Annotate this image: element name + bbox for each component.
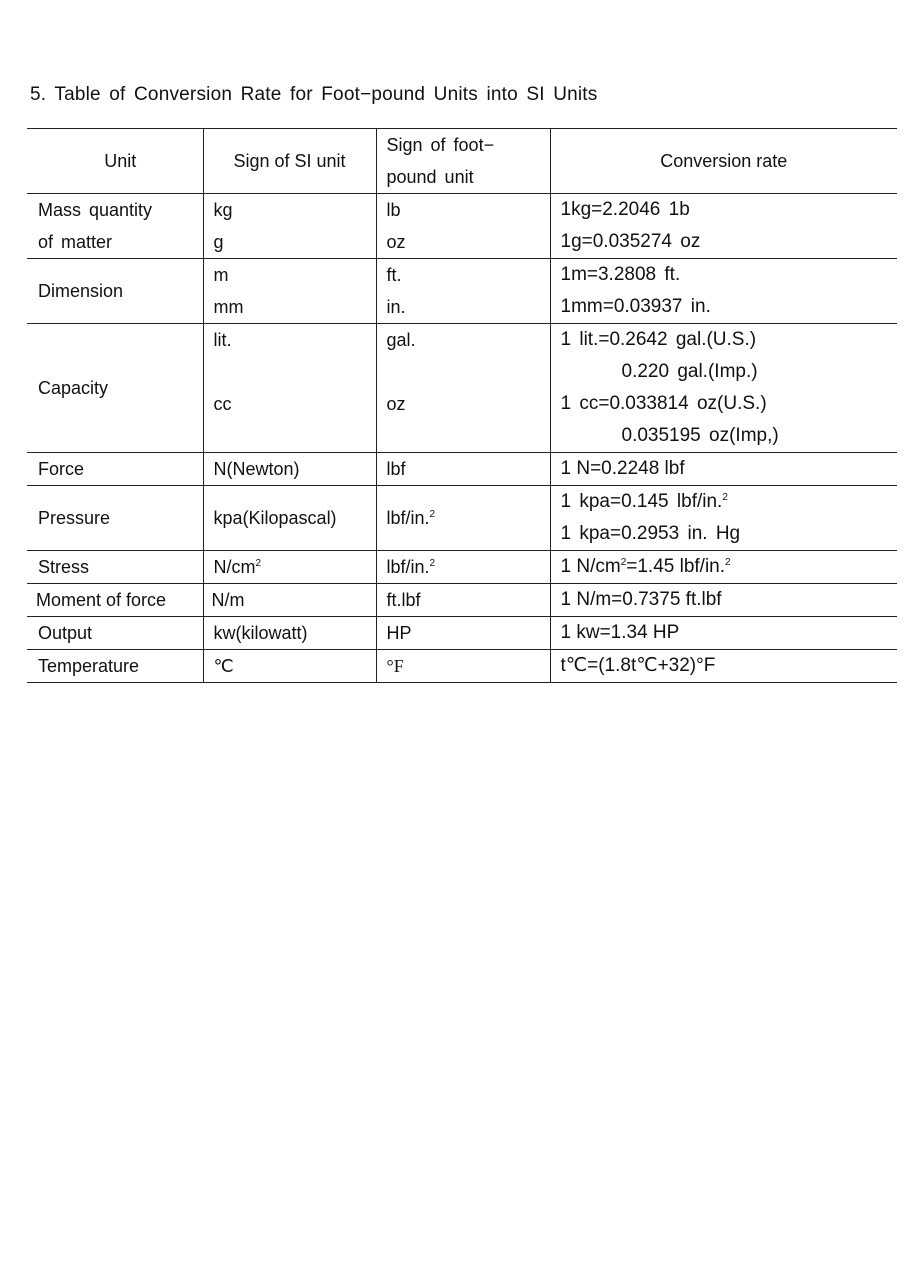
rate-text: 1 N/cm bbox=[560, 556, 621, 577]
cell-rate: t℃=(1.8t℃+32)°F bbox=[550, 650, 897, 683]
table-row-stress bbox=[27, 551, 897, 584]
cell-rate bbox=[550, 194, 897, 259]
si-line: kg bbox=[213, 200, 233, 220]
superscript: 2 bbox=[620, 557, 627, 568]
fp-line: in. bbox=[386, 297, 406, 317]
fp-line: oz bbox=[386, 394, 406, 414]
superscript: 2 bbox=[429, 558, 436, 569]
rate-line: 1 lit.=0.2642 gal.(U.S.) bbox=[560, 329, 757, 350]
spacer bbox=[387, 420, 550, 452]
cell-si: kpa(Kilopascal) bbox=[203, 486, 376, 551]
header-si-sign: Sign of SI unit bbox=[203, 129, 376, 194]
header-fp-line2: pound unit bbox=[386, 167, 474, 187]
spacer bbox=[214, 356, 376, 388]
cell-rate: 1 kw=1.34 HP bbox=[550, 617, 897, 650]
cell-fp: lbf bbox=[376, 453, 550, 486]
cell-fp bbox=[376, 486, 550, 551]
si-line: cc bbox=[213, 394, 232, 414]
cell-rate: 1 N/m=0.7375 ft.lbf bbox=[550, 584, 897, 617]
si-line: m bbox=[213, 265, 229, 285]
cell-rate bbox=[550, 551, 897, 584]
cell-fp bbox=[376, 259, 550, 324]
rate-line: 1kg=2.2046 1b bbox=[560, 199, 690, 220]
rate-line: 1g=0.035274 oz bbox=[560, 231, 701, 252]
table-row-capacity bbox=[27, 324, 897, 453]
cell-rate bbox=[550, 324, 897, 453]
header-fp-line1: Sign of foot− bbox=[386, 135, 495, 155]
table-row-mass bbox=[27, 194, 897, 259]
unit-line: of matter bbox=[38, 232, 113, 252]
fp-text: lbf/in. bbox=[386, 508, 430, 528]
cell-si: ℃ bbox=[203, 650, 376, 683]
unit-line: Mass quantity bbox=[38, 200, 153, 220]
cell-unit: Dimension bbox=[27, 259, 203, 324]
header-conversion-rate: Conversion rate bbox=[550, 129, 897, 194]
rate-text: =1.45 lbf/in. bbox=[626, 556, 726, 577]
cell-rate bbox=[550, 486, 897, 551]
table-row-temperature bbox=[27, 650, 897, 683]
superscript: 2 bbox=[255, 558, 262, 569]
page-title: 5. Table of Conversion Rate for Foot−pound Units into SI Units bbox=[30, 84, 598, 105]
si-line: mm bbox=[213, 297, 244, 317]
rate-line: 0.220 gal.(Imp.) bbox=[621, 361, 758, 382]
cell-fp bbox=[376, 551, 550, 584]
superscript: 2 bbox=[429, 509, 436, 520]
si-line: lit. bbox=[213, 330, 232, 350]
cell-unit: Temperature bbox=[27, 650, 203, 683]
table-row-pressure bbox=[27, 486, 897, 551]
cell-unit: Pressure bbox=[27, 486, 203, 551]
cell-si bbox=[203, 324, 376, 453]
cell-si: N/m bbox=[203, 584, 376, 617]
cell-si: kw(kilowatt) bbox=[203, 617, 376, 650]
spacer bbox=[387, 356, 550, 388]
cell-unit: Stress bbox=[27, 551, 203, 584]
header-unit: Unit bbox=[27, 129, 203, 194]
conversion-table bbox=[27, 128, 897, 683]
cell-si bbox=[203, 551, 376, 584]
cell-fp: ft.lbf bbox=[376, 584, 550, 617]
rate-line: 1mm=0.03937 in. bbox=[560, 296, 711, 317]
fp-text: lbf/in. bbox=[386, 557, 430, 577]
cell-rate: 1 N=0.2248 lbf bbox=[550, 453, 897, 486]
fp-line: gal. bbox=[386, 330, 416, 350]
rate-line: 1 cc=0.033814 oz(U.S.) bbox=[560, 393, 767, 414]
cell-rate bbox=[550, 259, 897, 324]
cell-fp bbox=[376, 324, 550, 453]
rate-line bbox=[561, 486, 898, 518]
cell-si: N(Newton) bbox=[203, 453, 376, 486]
cell-si bbox=[203, 194, 376, 259]
table-row-dimension bbox=[27, 259, 897, 324]
rate-line: 0.035195 oz(Imp,) bbox=[621, 425, 779, 446]
cell-si bbox=[203, 259, 376, 324]
rate-text: 1 kpa=0.145 lbf/in. bbox=[560, 491, 723, 512]
table-row-force bbox=[27, 453, 897, 486]
spacer bbox=[214, 420, 376, 452]
cell-unit: Moment of force bbox=[27, 584, 203, 617]
superscript: 2 bbox=[725, 557, 731, 568]
rate-line: 1m=3.2808 ft. bbox=[560, 264, 681, 285]
header-foot-pound-sign bbox=[376, 129, 550, 194]
fp-line: oz bbox=[386, 232, 406, 252]
fp-line: ft. bbox=[386, 265, 402, 285]
cell-unit: Force bbox=[27, 453, 203, 486]
superscript: 2 bbox=[722, 492, 728, 503]
table-row-moment-of-force bbox=[27, 584, 897, 617]
si-line: g bbox=[213, 232, 224, 252]
si-text: N/cm bbox=[213, 557, 256, 577]
fp-line: lb bbox=[386, 200, 401, 220]
cell-unit: Capacity bbox=[27, 324, 203, 453]
cell-unit bbox=[27, 194, 203, 259]
cell-fp: HP bbox=[376, 617, 550, 650]
cell-fp bbox=[376, 194, 550, 259]
rate-line: 1 kpa=0.2953 in. Hg bbox=[560, 523, 741, 544]
table-header-row bbox=[27, 129, 897, 194]
table-row-output bbox=[27, 617, 897, 650]
cell-fp: °F bbox=[376, 650, 550, 683]
cell-unit: Output bbox=[27, 617, 203, 650]
